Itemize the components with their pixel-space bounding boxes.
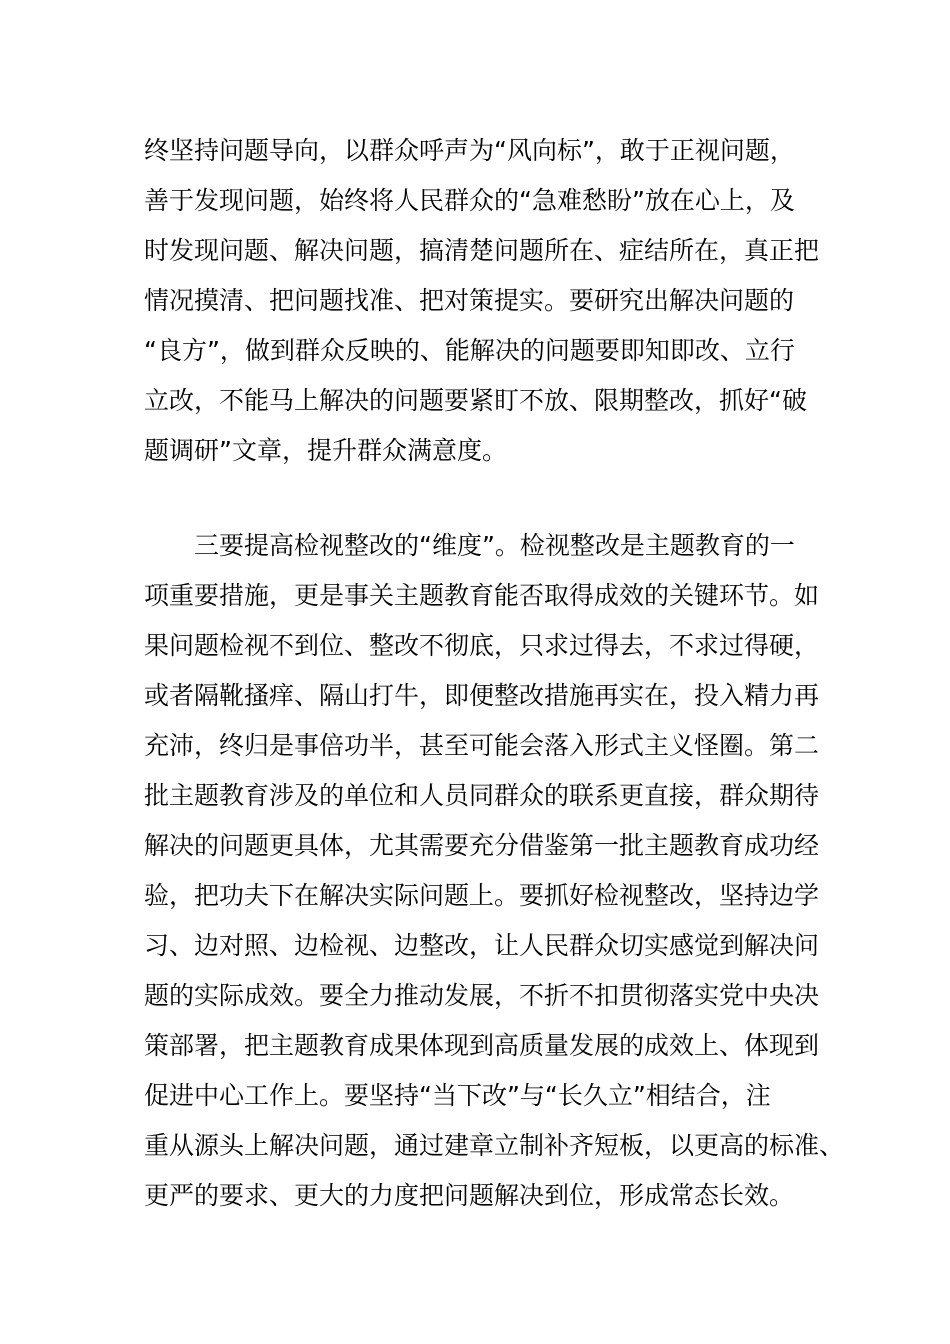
text-line: 题的实际成效。要全力推动发展，不折不扣贯彻落实党中央决 — [144, 981, 820, 1010]
text-line: 促进中心工作上。要坚持“当下改”与“长久立”相结合，注 — [144, 1081, 771, 1110]
text-line: “良方”，做到群众反映的、能解决的问题要即知即改、立行 — [144, 336, 795, 365]
text-line: 充沛，终归是事倍功半，甚至可能会落入形式主义怪圈。第二 — [144, 731, 820, 760]
text-line: 情况摸清、把问题找准、把对策提实。要研究出解决问题的 — [144, 286, 795, 315]
text-line: 果问题检视不到位、整改不彻底，只求过得去，不求过得硬， — [144, 631, 820, 660]
text-line: 项重要措施，更是事关主题教育能否取得成效的关键环节。如 — [144, 581, 820, 610]
text-line: 重从源头上解决问题，通过建章立制补齐短板，以更高的标准、 — [144, 1131, 845, 1160]
paragraph-1 — [144, 126, 834, 476]
text-line: 解决的问题更具体，尤其需要充分借鉴第一批主题教育成功经 — [144, 831, 820, 860]
text-line: 三要提高检视整改的“维度”。检视整改是主题教育的一 — [144, 531, 795, 560]
paragraph-2 — [144, 521, 845, 1221]
text-line: 或者隔靴搔痒、隔山打牛，即便整改措施再实在，投入精力再 — [144, 681, 820, 710]
text-line: 时发现问题、解决问题，搞清楚问题所在、症结所在，真正把 — [144, 236, 820, 265]
text-line: 策部署，把主题教育成果体现到高质量发展的成效上、体现到 — [144, 1031, 820, 1060]
text-line: 终坚持问题导向，以群众呼声为“风向标”，敢于正视问题， — [144, 136, 795, 165]
text-line: 更严的要求、更大的力度把问题解决到位，形成常态长效。 — [144, 1181, 795, 1210]
text-line: 批主题教育涉及的单位和人员同群众的联系更直接，群众期待 — [144, 781, 820, 810]
text-line: 立改，不能马上解决的问题要紧盯不放、限期整改，抓好“破 — [144, 386, 807, 415]
text-line: 题调研”文章，提升群众满意度。 — [144, 436, 507, 465]
text-line: 验，把功夫下在解决实际问题上。要抓好检视整改，坚持边学 — [144, 881, 820, 910]
text-line: 善于发现问题，始终将人民群众的“急难愁盼”放在心上，及 — [144, 186, 795, 215]
text-line: 习、边对照、边检视、边整改，让人民群众切实感觉到解决问 — [144, 931, 820, 960]
